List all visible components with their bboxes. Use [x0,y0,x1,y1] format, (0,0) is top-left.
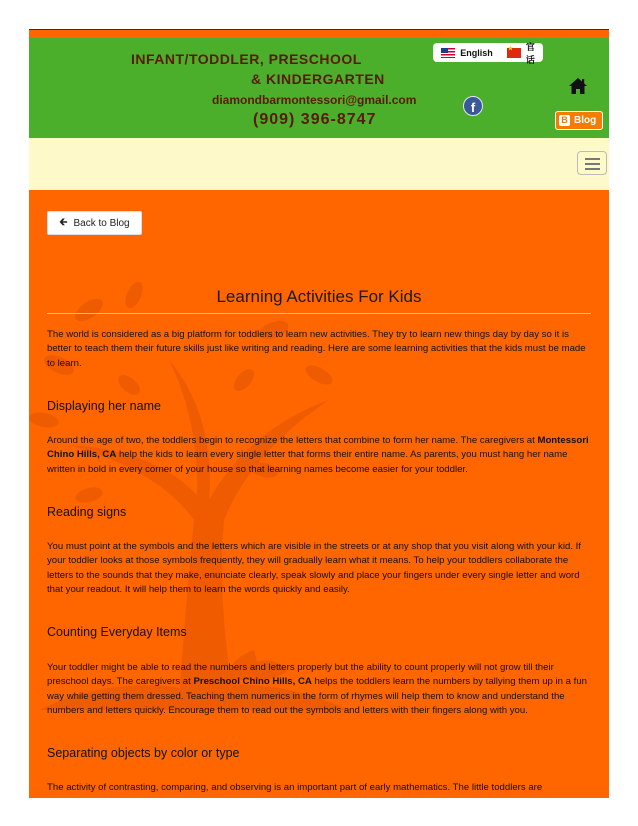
language-switcher [433,41,543,65]
header-phone-link[interactable]: (909) 396-8747 [253,111,377,128]
section-paragraph-reading-signs: You must point at the symbols and the letters which are visible in the streets or at any shop that you visit along with your kid. If your toddler looks at those symbols frequently, they will gradually learn what it means. To help your toddlers collaborate the letters to the sounds that they make, enunciate clearly, speak slowly and place your fingers under every single letter and word that your readout. It will help them to learn the words quickly and easily. [47,541,581,596]
intro-paragraph: The world is considered as a big platform for toddlers to learn new activities. They try to learn new things day by day so it is better to teach them their future skills just like writing and reading. Here are some learning activities that the kids must be made to learn. [47,329,586,369]
section-paragraph-separating: The activity of contrasting, comparing, and observing is an important part of early mathematics. The little toddlers are [47,782,543,793]
title-divider [47,313,591,314]
page-frame [29,29,609,798]
article-title: Learning Activities For Kids [216,287,422,306]
nav-bar [29,138,609,190]
back-to-blog-label: Back to Blog [73,217,130,229]
facebook-icon[interactable]: f [463,96,483,116]
section-heading-reading-signs: Reading signs [47,505,127,519]
section-heading-counting: Counting Everyday Items [47,625,187,639]
blogger-icon: B [559,115,570,126]
paragraph-text: help the kids to learn every single letter that forms their entire name. As parents, you must hang her name written in bold in every corner of your house so that learning names become easier for your toddler. [47,449,568,475]
preschool-chino-hills-link[interactable]: Preschool Chino Hills, CA [193,676,312,688]
blog-button[interactable] [555,111,603,130]
home-icon[interactable] [568,76,588,96]
china-flag-icon[interactable] [507,48,521,58]
hamburger-menu-button[interactable] [577,151,607,175]
language-chinese[interactable]: 官话 [525,41,535,65]
paragraph-text: helps the toddlers learn the numbers by tallying them up in a fun way while getting them dressed. Teaching them numerics in the form of rhymes will help them to know and understand the numbers and letters quickly. Encourage them to read out the symbols and letters with their fingers along with you. [47,676,587,717]
hamburger-bar [585,163,600,165]
header-tagline-line2: & KINDERGARTEN [251,71,385,87]
montessori-chino-hills-link[interactable]: Montessori Chino Hills, CA [47,435,589,461]
paragraph-text: Your toddler might be able to read the numbers and letters properly but the ability to count properly will not grow till their preschool days. The caregivers at [47,662,554,688]
arrow-left-icon: 🡰 [59,216,68,228]
hamburger-bar [585,168,600,170]
section-paragraph-counting [47,661,593,719]
section-paragraph-displaying-name [47,434,593,477]
hamburger-bar [585,158,600,160]
language-english[interactable]: English [460,47,493,58]
paragraph-text: Around the age of two, the toddlers begin to recognize the letters that combine to form her name. The caregivers at [47,435,538,446]
header-tagline-line1: INFANT/TODDLER, PRESCHOOL [131,51,362,67]
site-header [29,38,609,138]
back-to-blog-button[interactable] [47,211,142,235]
us-flag-icon[interactable] [441,48,455,58]
blog-button-label: Blog [574,115,597,126]
section-heading-displaying-name: Displaying her name [47,399,161,413]
section-heading-separating: Separating objects by color or type [47,746,240,760]
header-email-link[interactable]: diamondbarmontessori@gmail.com [212,93,417,107]
